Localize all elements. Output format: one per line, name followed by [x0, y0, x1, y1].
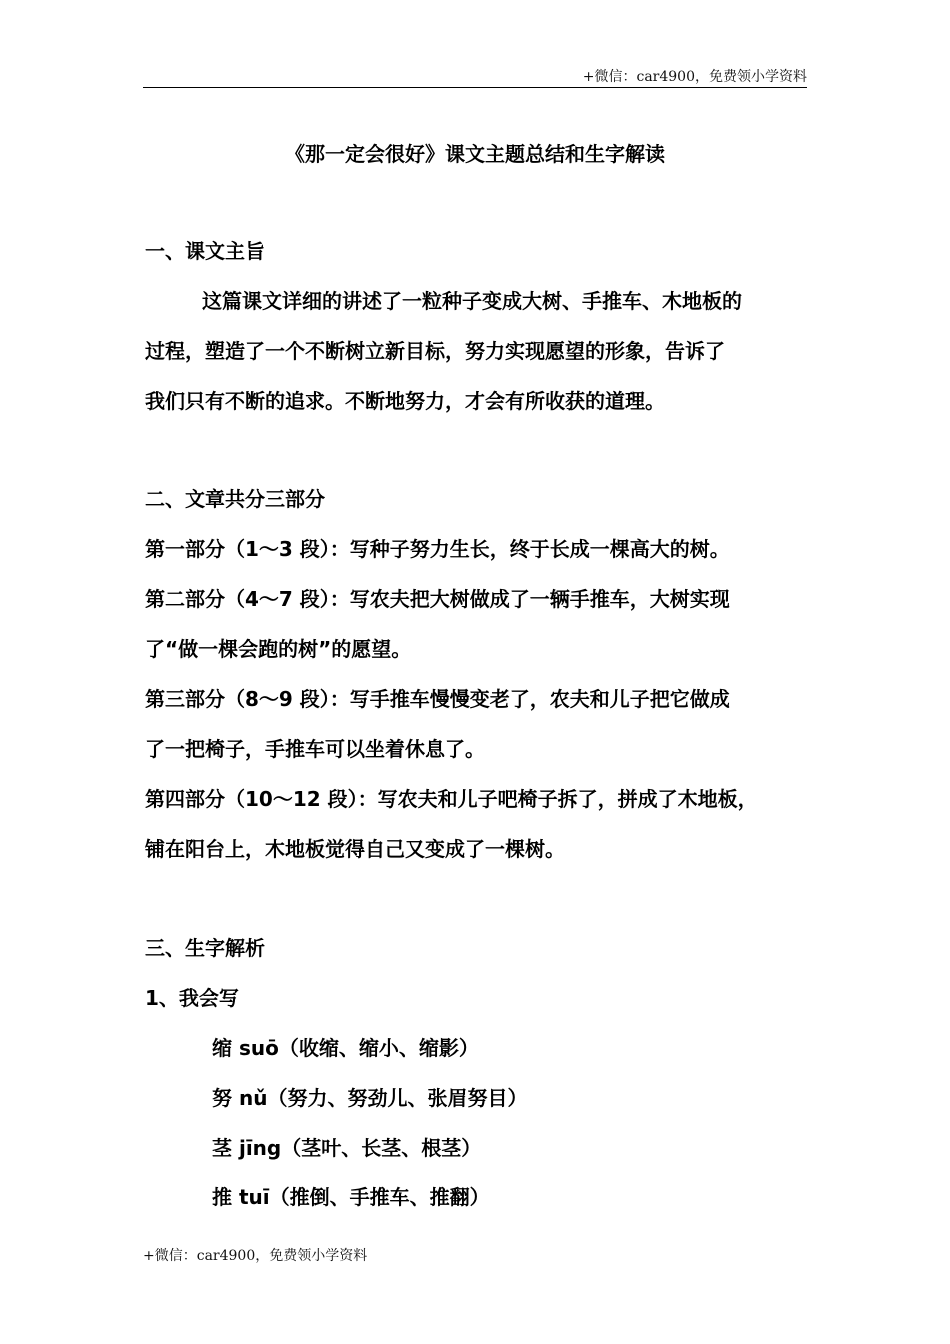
char-entry: 努 nǔ（努力、努劲儿、张眉努目） [212, 1086, 528, 1110]
paragraph-line: 我们只有不断的追求。不断地努力，才会有所收获的道理。 [145, 389, 665, 413]
char-entry: 推 tuī（推倒、手推车、推翻） [212, 1185, 490, 1209]
paragraph-line: 了一把椅子，手推车可以坐着休息了。 [145, 737, 485, 761]
section-3-heading: 三、生字解析 [145, 936, 265, 960]
paragraph-line: 第三部分（8～9 段）：写手推车慢慢变老了，农夫和儿子把它做成 [145, 687, 730, 711]
paragraph-line: 第二部分（4～7 段）：写农夫把大树做成了一辆手推车，大树实现 [145, 587, 730, 611]
paragraph-line: 第一部分（1～3 段）：写种子努力生长，终于长成一棵高大的树。 [145, 537, 730, 561]
section-1-heading: 一、课文主旨 [145, 239, 265, 263]
char-entry: 茎 jīng（茎叶、长茎、根茎） [212, 1136, 482, 1160]
paragraph-line: 过程，塑造了一个不断树立新目标，努力实现愿望的形象，告诉了 [145, 339, 725, 363]
paragraph-line: 了“做一棵会跑的树”的愿望。 [145, 637, 412, 661]
paragraph-line: 铺在阳台上，木地板觉得自己又变成了一棵树。 [145, 837, 565, 861]
header-rule [143, 87, 807, 88]
char-entry: 缩 suō（收缩、缩小、缩影） [212, 1036, 479, 1060]
document-title: 《那一定会很好》课文主题总结和生字解读 [285, 142, 665, 166]
paragraph-line: 第四部分（10～12 段）：写农夫和儿子吧椅子拆了，拼成了木地板， [145, 787, 758, 811]
paragraph-line: 这篇课文详细的讲述了一粒种子变成大树、手推车、木地板的 [202, 289, 742, 313]
section-3-subheading: 1、我会写 [145, 986, 239, 1010]
section-2-heading: 二、文章共分三部分 [145, 487, 325, 511]
footer-note: +微信：car4900，免费领小学资料 [143, 1248, 368, 1264]
header-note: +微信：car4900，免费领小学资料 [582, 69, 807, 85]
